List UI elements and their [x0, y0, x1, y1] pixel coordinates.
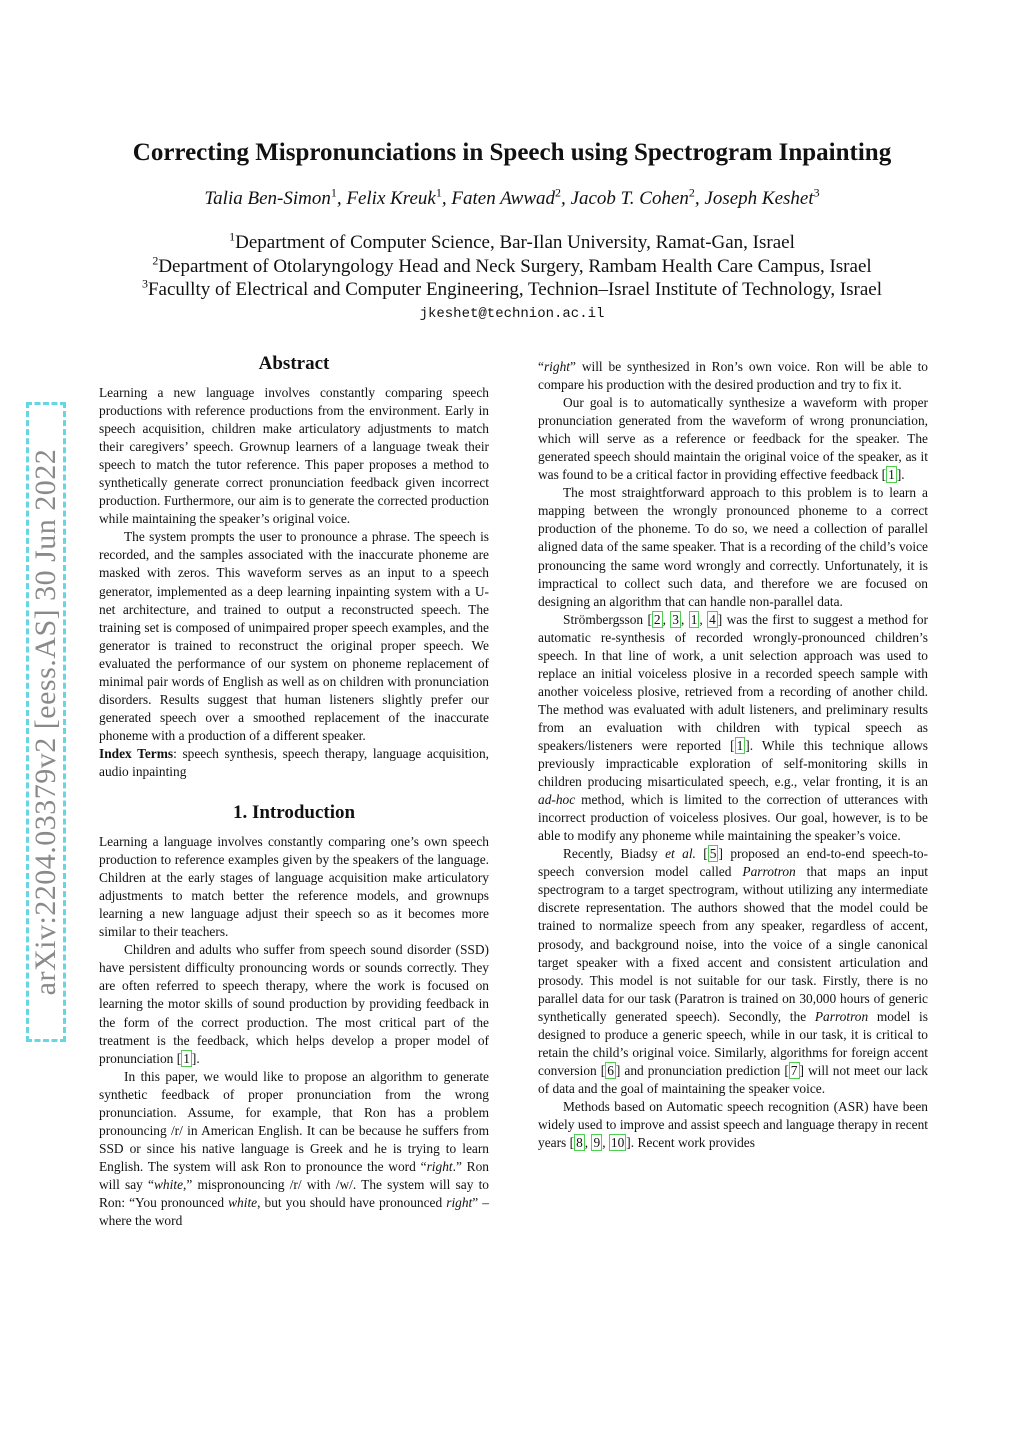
left-column	[99, 352, 489, 1230]
citation-link[interactable]: 1	[736, 737, 744, 753]
body-paragraph: Methods based on Automatic speech recognition (ASR) have been widely used to improve and assist speech and language therapy in recent years [ 8 , 9 , 10 ]. Recent work provides	[538, 1098, 928, 1151]
citation-link[interactable]: 9	[593, 1135, 601, 1151]
affiliation-line: $^2$Department of Otolaryngology Head and Neck Surgery, Rambam Health Care Campus, Israel	[152, 253, 872, 277]
introduction-heading: 1. Introduction	[232, 802, 356, 824]
affiliation-marker: 3	[813, 185, 820, 200]
author-name: Faten Awwad	[451, 188, 556, 209]
author-name: Felix Kreuk	[346, 188, 436, 209]
citation-link[interactable]: 4	[709, 611, 716, 627]
author-name: Jacob T. Cohen	[570, 188, 689, 209]
abstract-paragraph: The system prompts the user to pronounce a phrase. The speech is recorded, and the samples associated with the inaccurate phoneme are masked with zeros. This waveform serves as an input to a speech generator, implemented as a deep learning inpainting system with a U-net architecture, and trained to output a reconstructed speech. The training set is composed of unimpaired proper speech examples, and the generator is trained to reconstruct the original proper speech. We evaluated the performance of our system on phoneme replacement of minimal pair words of English as well as on children with pronunciation disorders. Results suggest that human listeners slightly prefer our generated speech over a smoothed replacement of the inaccurate phoneme with a production of a different speaker.	[99, 529, 489, 743]
affiliation-marker: 2	[688, 185, 695, 200]
citation-link[interactable]: 3	[672, 611, 679, 627]
citation-link[interactable]: 7	[790, 1062, 798, 1078]
affiliation-line: $^3$Facullty of Electrical and Computer Engineering, Technion–Israel Institute of Technology, Israel	[141, 276, 883, 300]
arxiv-identifier-stamp[interactable]: arXiv:2204.03379v2 [eess.AS] 30 Jun 2022	[26, 402, 66, 1042]
affiliation-marker: 2	[555, 185, 562, 200]
citation-link[interactable]: 1	[183, 1050, 190, 1066]
citation-link[interactable]: 6	[607, 1062, 614, 1078]
body-paragraph: Recently, Biadsy et al. [ 5 ] proposed an end-to-end speech-to-speech conversion model called Parrotron that maps an input spectrogram to a target spectrogram, without utilizing any intermediate discrete representation. The authors showed that the model could be trained to normalize speech from any speaker, regardless of accent, prosody, and background noise, into the voice of a single canonical target speaker with a fixed accent and consistent articulation and prosody. This model is not suitable for our task. Firstly, there is no parallel data for our task (Paratron is trained on 30,000 hours of generic synthetically generated speech). Secondly, the Parrotron model is designed to produce a generic speech, while in our task, it is critical to retain the child’s original voice. Similarly, algorithms for foreign accent conversion [ 6 ] and pronunciation prediction [ 7 ] will not meet our lack of data and the goal of maintaining the speaker voice.	[538, 846, 929, 1096]
index-terms-label: Index Terms	[99, 745, 174, 761]
body-paragraph: The most straightforward approach to this problem is to learn a mapping between the wrongly pronounced phoneme to a correct production of the phoneme. To do so, we need a collection of parallel aligned data of the same speaker. That is a recording of the child’s voice pronouncing the same word wrongly and correctly. Unfortunately, it is impractical to collect such data, and therefore we are focused on designing an algorithm that can handle non-parallel data.	[538, 485, 928, 609]
abstract-paragraph: Learning a new language involves constantly comparing speech productions with reference productions from the environment. Early in speech acquisition, children make articulatory adjustments to match their caregivers’ speech. Grownup learners of a language tweak their speech to match the tutor reference. This paper proposes a method to synthetically generate correct pronunciation feedback given incorrect production. Furthermore, our aim is to generate the corrected production while maintaining the speaker’s original voice.	[99, 385, 489, 527]
affiliation-marker: 1	[330, 185, 337, 200]
author-list: Talia Ben-Simon$^1$, Felix Kreuk$^1$, Faten Awwad$^2$, Jacob T. Cohen$^2$, Joseph Keshet$^3$	[204, 185, 820, 209]
citation-link[interactable]: 2	[653, 611, 661, 627]
author-name: Joseph Keshet	[704, 188, 814, 209]
body-paragraph: Children and adults who suffer from speech sound disorder (SSD) have persistent difficulty pronouncing words or sounds correctly. They are often referred to speech therapy, where the work is focused on learning the motor skills of sound production by providing feedback in the form of the correct production. The most critical part of the treatment is the feedback, which helps develop a proper model of pronunciation [ 1 ].	[99, 942, 489, 1066]
affiliation-marker: 1	[435, 185, 442, 200]
citation-link[interactable]: 10	[610, 1135, 625, 1151]
right-column	[538, 358, 928, 1152]
body-paragraph: “right” will be synthesized in Ron’s own voice. Ron will be able to compare his production with the desired production and try to fix it.	[538, 359, 928, 393]
affiliation-line: $^1$Department of Computer Science, Bar-Ilan University, Ramat-Gan, Israel	[229, 229, 795, 253]
author-name: Talia Ben-Simon	[204, 188, 331, 209]
body-paragraph: Strömbergsson [ 2 , 3 , 1 , 4 ] was the first to suggest a method for automatic re-synthesis of recorded wrongly-pronounced children’s speech. In that line of work, a unit selection approach was used to replace an initial voiceless plosive in a recorded speech sample with another voiceless plosive, retrieved from a recording of another child. The method was evaluated with adult listeners, and preliminary results from an evaluation with children with typical speech as speakers/listeners were reported [ 1 ]. While this technique allows previously impracticable exploration of self-monitoring skills in children producing misarticulated speech, e.g., velar fronting, it is an ad-hoc method, which is limited to the correction of utterances with incorrect production of voiceless plosives. Our goal, however, is to be able to modify any phoneme while maintaining the speaker’s voice.	[538, 611, 929, 844]
citation-link[interactable]: 8	[576, 1135, 583, 1151]
abstract-heading: Abstract	[258, 353, 330, 374]
body-paragraph: Learning a language involves constantly comparing one’s own speech production to reference examples given by the speakers of the language. Children at the early stages of language acquisition make articulatory adjustments to match better the reference models, and grownups learning a new language adjust their speech so as it becomes more similar to their teachers.	[99, 834, 489, 940]
body-paragraph: Our goal is to automatically synthesize a waveform with proper pronunciation generated from the waveform of wrong pronunciation, which will serve as a reference or feedback for the speaker. The generated speech should maintain the original voice of the speaker, as it was found to be a critical factor in providing effective feedback [ 1 ].	[538, 395, 928, 483]
citation-link[interactable]: 1	[690, 611, 698, 627]
paper-title: Correcting Mispronunciations in Speech using Spectrogram Inpainting	[132, 139, 892, 166]
index-terms: Index Terms: speech synthesis, speech therapy, language acquisition, audio inpainting	[99, 745, 489, 779]
citation-link[interactable]: 5	[709, 846, 717, 862]
citation-link[interactable]: 1	[888, 467, 895, 483]
body-paragraph: In this paper, we would like to propose an algorithm to generate synthetic feedback of proper pronunciation from the wrong pronunciation. Assume, for example, that Ron has a problem pronouncing /r/ in American English. It can be because he suffers from SSD or since his native language is Greek and he is trying to learn English. The system will ask Ron to pronounce the word “right.” Ron will say “white,” mispronouncing /r/ with /w/. The system will say to Ron: “You pronounced white, but you should have pronounced right” – where the word	[99, 1068, 489, 1229]
contact-email[interactable]: jkeshet@technion.ac.il	[419, 306, 605, 322]
